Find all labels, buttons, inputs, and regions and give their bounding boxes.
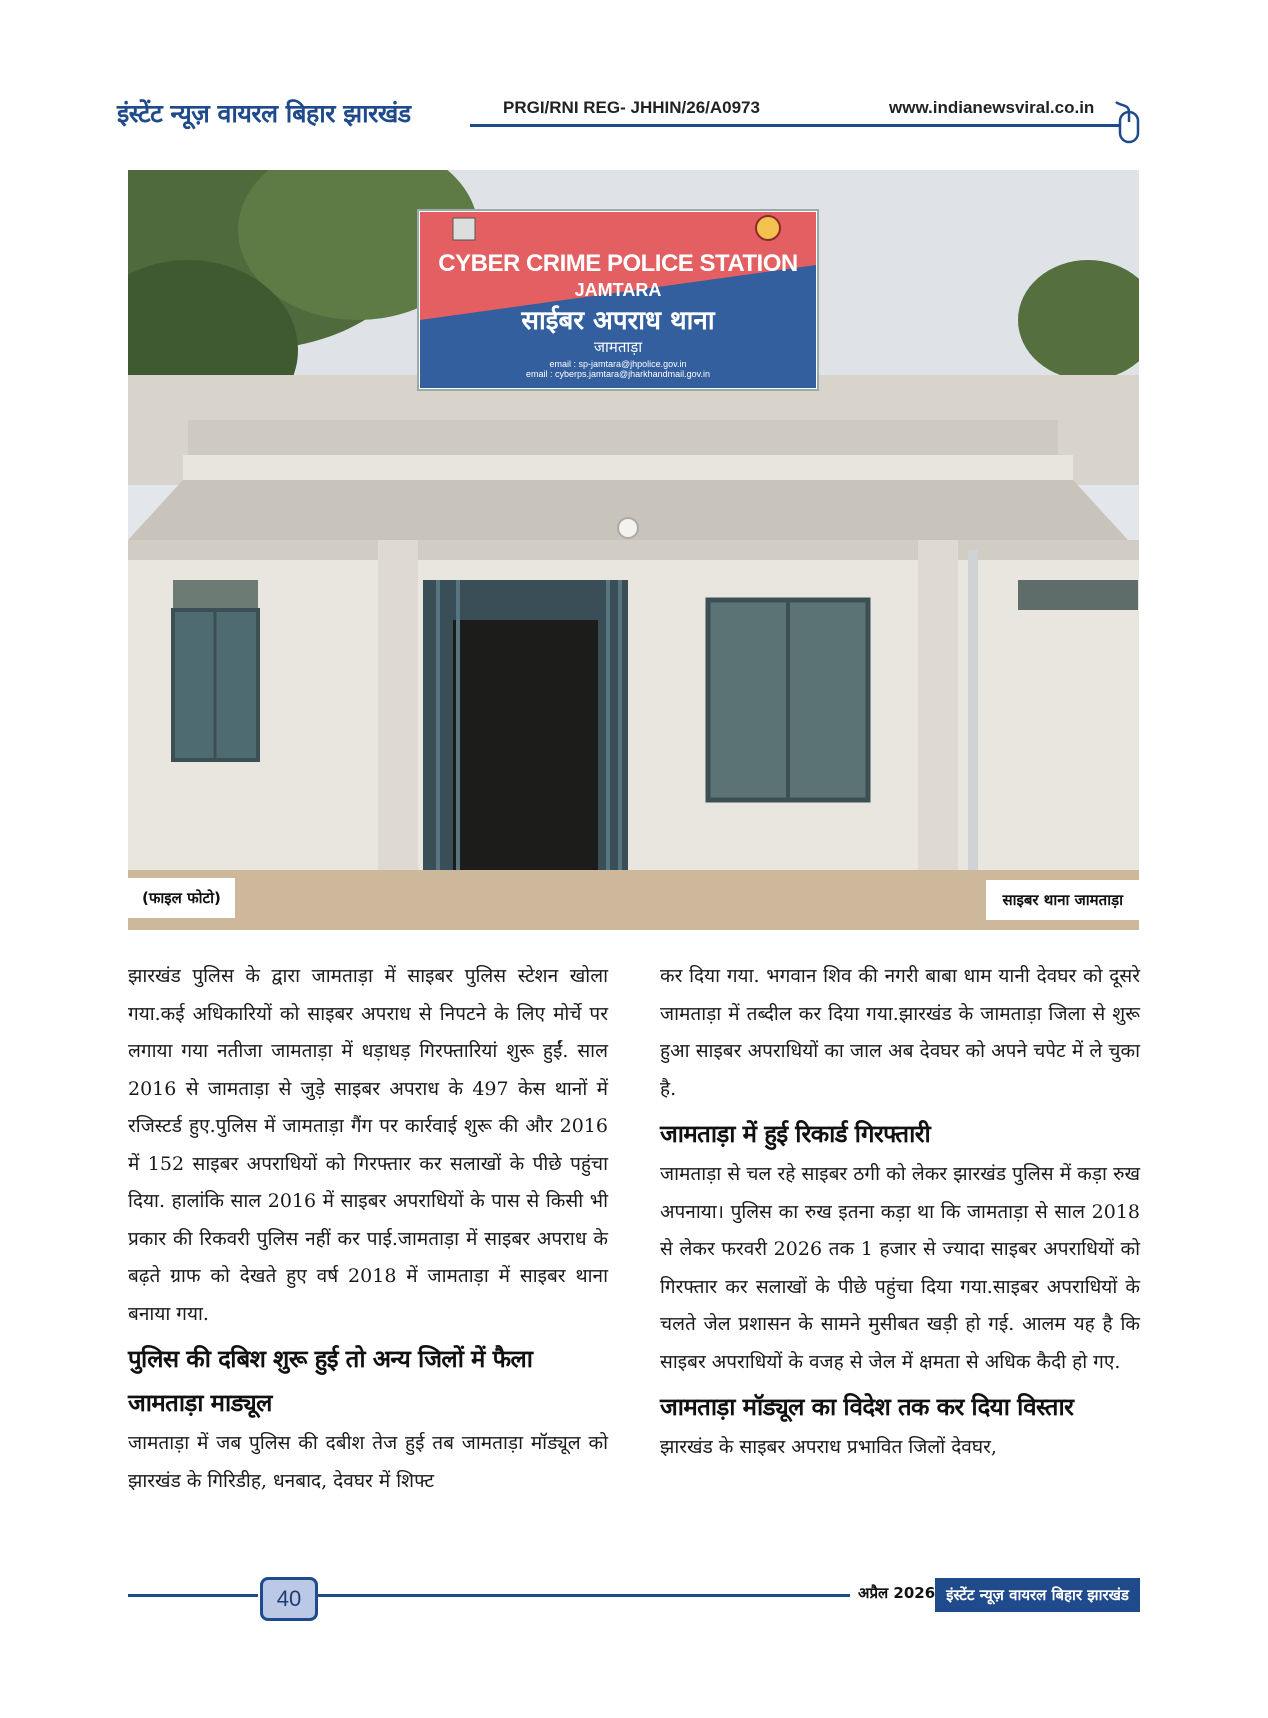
article-paragraph: कर दिया गया. भगवान शिव की नगरी बाबा धाम यानी देवघर को दूसरे जामताड़ा में तब्दील कर दिया गया.झारखंड के जामताड़ा जिला से शुरू हुआ साइबर अपराधियों का जाल अब देवघर को अपने चपेट में ले चुका है. [660,965,1140,1100]
footer-divider [128,1594,258,1597]
registration-number: PRGI/RNI REG- JHHIN/26/A0973 [497,98,766,118]
page-footer [0,1565,1268,1625]
sign-city-hindi: जामताड़ा [593,338,643,356]
footer-publication-name: इंस्टेंट न्यूज़ वायरल बिहार झारखंड [935,1578,1140,1612]
publication-title: इंस्टेंट न्यूज़ वायरल बिहार झारखंड [117,99,411,128]
masthead [0,0,1268,150]
header-divider [470,124,1138,127]
mouse-icon [1112,100,1146,146]
website-link[interactable]: www.indianewsviral.co.in [885,98,1098,118]
signboard [418,250,818,379]
photo-caption-file: (फाइल फोटो) [128,878,235,918]
article-paragraph: झारखंड के साइबर अपराध प्रभावित जिलों देवघर, [660,1436,997,1458]
sign-title-english: CYBER CRIME POLICE STATION [438,250,798,277]
article-paragraph: जामताड़ा से चल रहे साइबर ठगी को लेकर झारखंड पुलिस में कड़ा रुख अपनाया। पुलिस का रुख इतना कड़ा था कि जामताड़ा से साल 2018 से लेकर फरवरी 2026 तक 1 हजार से ज्यादा साइबर अपराधियों को गिरफ्तार कर सलाखों के पीछे पहुंचा दिया गया.साइबर अपराधियों के चलते जेल प्रशासन के सामने मुसीबत खड़ी हो गई. आलम यह है कि साइबर अपराधियों के वजह से जेल में क्षमता से अधिक कैदी हो गए. [660,1163,1140,1373]
article-paragraph: जामताड़ा में जब पुलिस की दबीश तेज हुई तब जामताड़ा मॉड्यूल को झारखंड के गिरिडीह, धनबाद, देवघर में शिफ्ट [128,1432,608,1492]
sign-city-english: JAMTARA [574,280,662,300]
page-number: 40 [260,1577,318,1621]
issue-date: अप्रैल 2026 [858,1584,936,1602]
article-column-left [128,958,608,1500]
section-heading: पुलिस की दबिश शुरू हुई तो अन्य जिलों में फैला जामताड़ा माड्यूल [128,1345,533,1417]
section-heading: जामताड़ा में हुई रिकार्ड गिरफ्तारी [660,1120,931,1148]
article-paragraph: झारखंड पुलिस के द्वारा जामताड़ा में साइबर पुलिस स्टेशन खोला गया.कई अधिकारियों को साइबर अपराध से निपटने के लिए मोर्चे पर लगाया गया नतीजा जामताड़ा में धड़ाधड़ गिरफ्तारियां शुरू हुईं. साल 2016 से जामताड़ा से जुड़े साइबर अपराध के 497 केस थानों में रजिस्टर्ड हुए.पुलिस में जामताड़ा गैंग पर कार्रवाई शुरू की और 2016 में 152 साइबर अपराधियों को गिरफ्तार कर सलाखों के पीछे पहुंचा दिया. हालांकि साल 2016 में साइबर अपराधियों के पास से किसी भी प्रकार की रिकवरी पुलिस नहीं कर पाई.जामताड़ा में साइबर अपराध के बढ़ते ग्राफ को देखते हुए वर्ष 2018 में जामताड़ा में साइबर थाना बनाया गया. [128,965,608,1325]
section-heading: जामताड़ा मॉड्यूल का विदेश तक कर दिया विस्तार [660,1393,1074,1421]
sign-email-2: email : cyberps.jamtara@jharkhandmail.gov.in [525,369,711,379]
footer-divider [318,1594,850,1597]
police-station-photo [128,170,1139,930]
sign-email-1: email : sp-jamtara@jhpolice.gov.in [549,359,687,369]
article-column-right [660,958,1140,1467]
photo-caption-location: साइबर थाना जामताड़ा [986,880,1139,920]
sign-title-hindi: साईबर अपराध थाना [521,306,715,336]
